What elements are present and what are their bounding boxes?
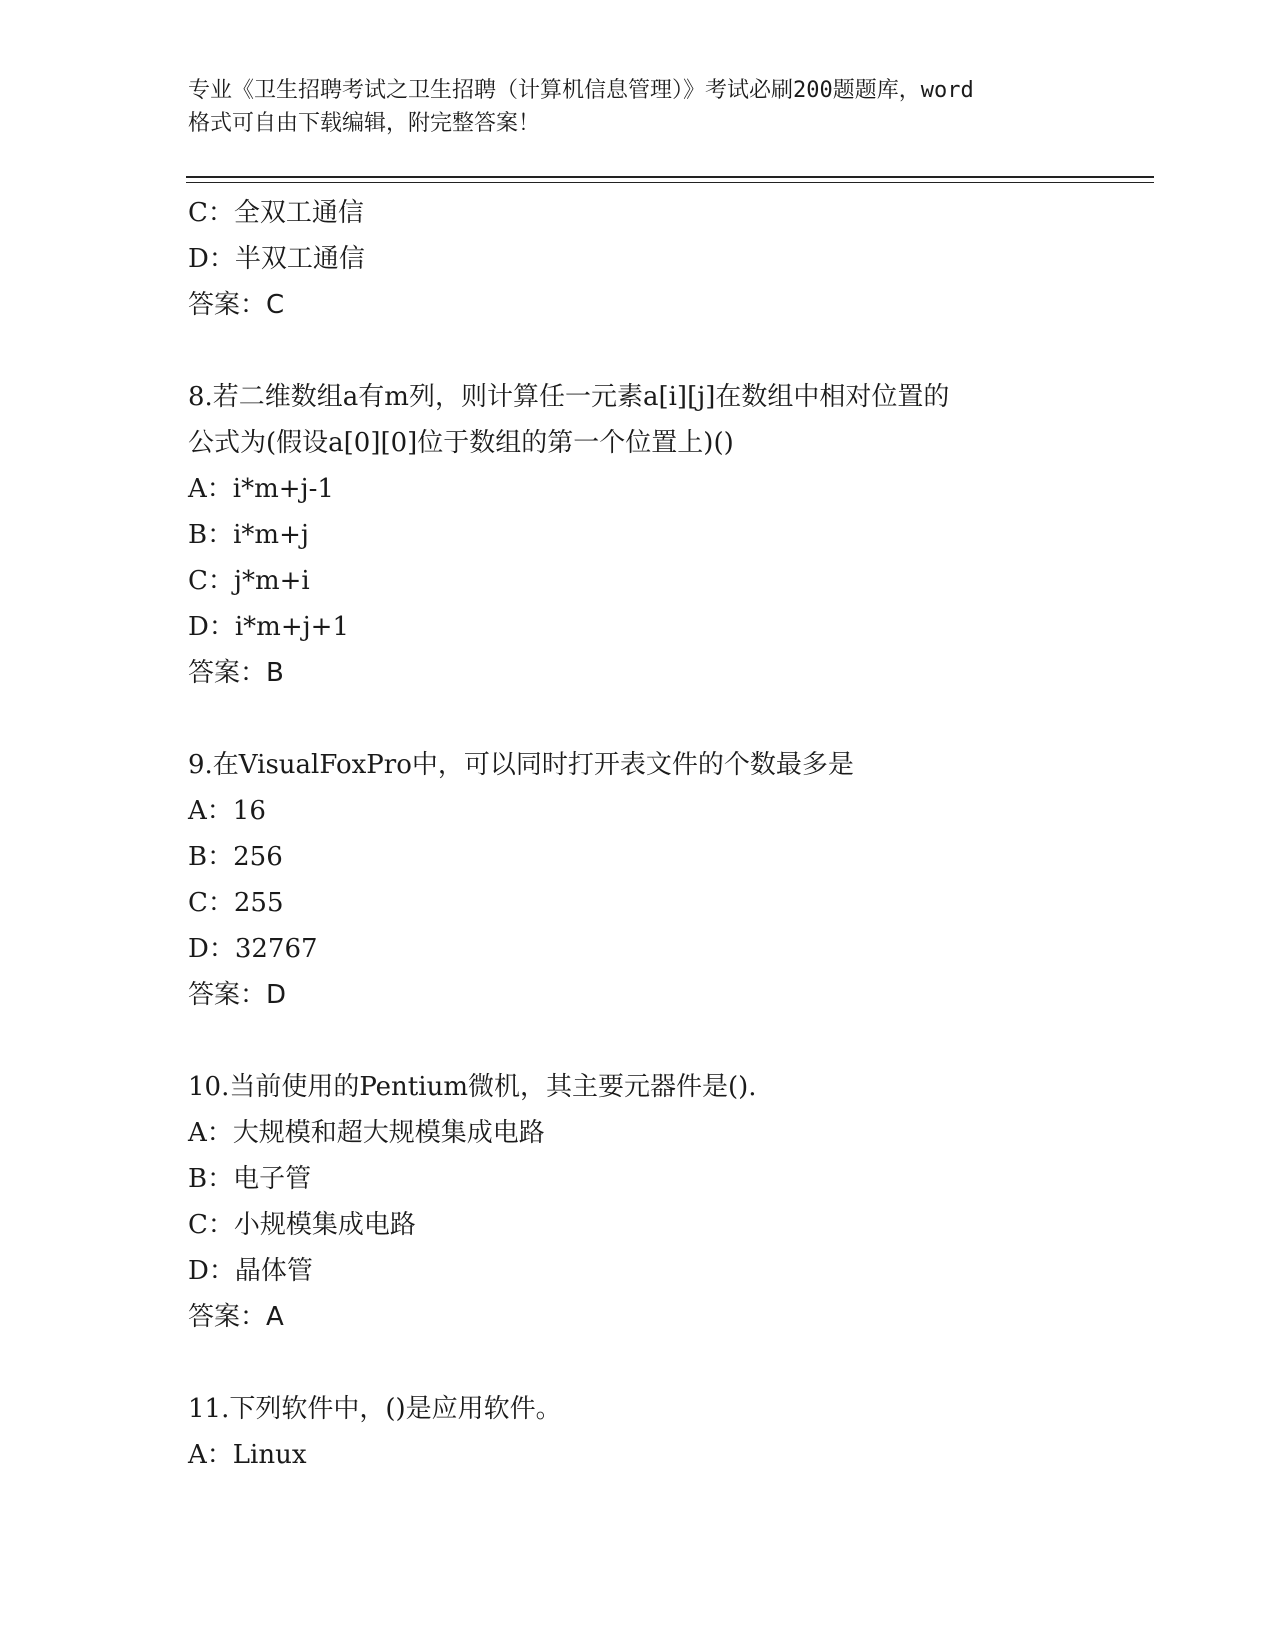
option-b: B：电子管 xyxy=(188,1164,312,1194)
option-a: A：16 xyxy=(188,796,266,826)
option-c: C：小规模集成电路 xyxy=(188,1210,416,1240)
question-stem: 11.下列软件中，()是应用软件。 xyxy=(188,1394,562,1424)
option-a: A：i*m+j-1 xyxy=(188,474,334,504)
question-list xyxy=(188,190,1108,1478)
question-stem-cont: 公式为(假设a[0][0]位于数组的第一个位置上)() xyxy=(188,428,734,458)
option-d: D：32767 xyxy=(188,934,318,964)
option-a: A：大规模和超大规模集成电路 xyxy=(188,1118,545,1148)
header-line-2: 格式可自由下载编辑，附完整答案！ xyxy=(188,111,541,136)
option-d: D：i*m+j+1 xyxy=(188,612,349,642)
question-9 xyxy=(188,742,1108,1018)
question-stem: 10.当前使用的Pentium微机，其主要元器件是(). xyxy=(188,1072,757,1102)
answer-line: 答案：C xyxy=(188,290,285,320)
option-d: D：半双工通信 xyxy=(188,244,365,274)
option-c: C：j*m+i xyxy=(188,566,310,596)
option-c: C：全双工通信 xyxy=(188,198,364,228)
answer-line: 答案：D xyxy=(188,980,287,1010)
answer-line: 答案：B xyxy=(188,658,284,688)
header-divider-thick xyxy=(186,176,1154,178)
option-b: B：i*m+j xyxy=(188,520,309,550)
option-d: D：晶体管 xyxy=(188,1256,313,1286)
question-11 xyxy=(188,1386,1108,1478)
header-divider-thin xyxy=(186,182,1154,183)
question-stem: 8.若二维数组a有m列，则计算任一元素a[i][j]在数组中相对位置的 xyxy=(188,382,950,412)
question-stem: 9.在VisualFoxPro中，可以同时打开表文件的个数最多是 xyxy=(188,750,854,780)
option-a: A：Linux xyxy=(188,1440,307,1470)
question-7-continued xyxy=(188,190,1108,328)
option-c: C：255 xyxy=(188,888,284,918)
question-8 xyxy=(188,374,1108,696)
header-line-1: 专业《卫生招聘考试之卫生招聘（计算机信息管理）》考试必刷200题题库，word xyxy=(188,78,974,103)
answer-line: 答案：A xyxy=(188,1302,284,1332)
option-b: B：256 xyxy=(188,842,283,872)
question-10 xyxy=(188,1064,1108,1340)
document-header xyxy=(188,74,1088,140)
